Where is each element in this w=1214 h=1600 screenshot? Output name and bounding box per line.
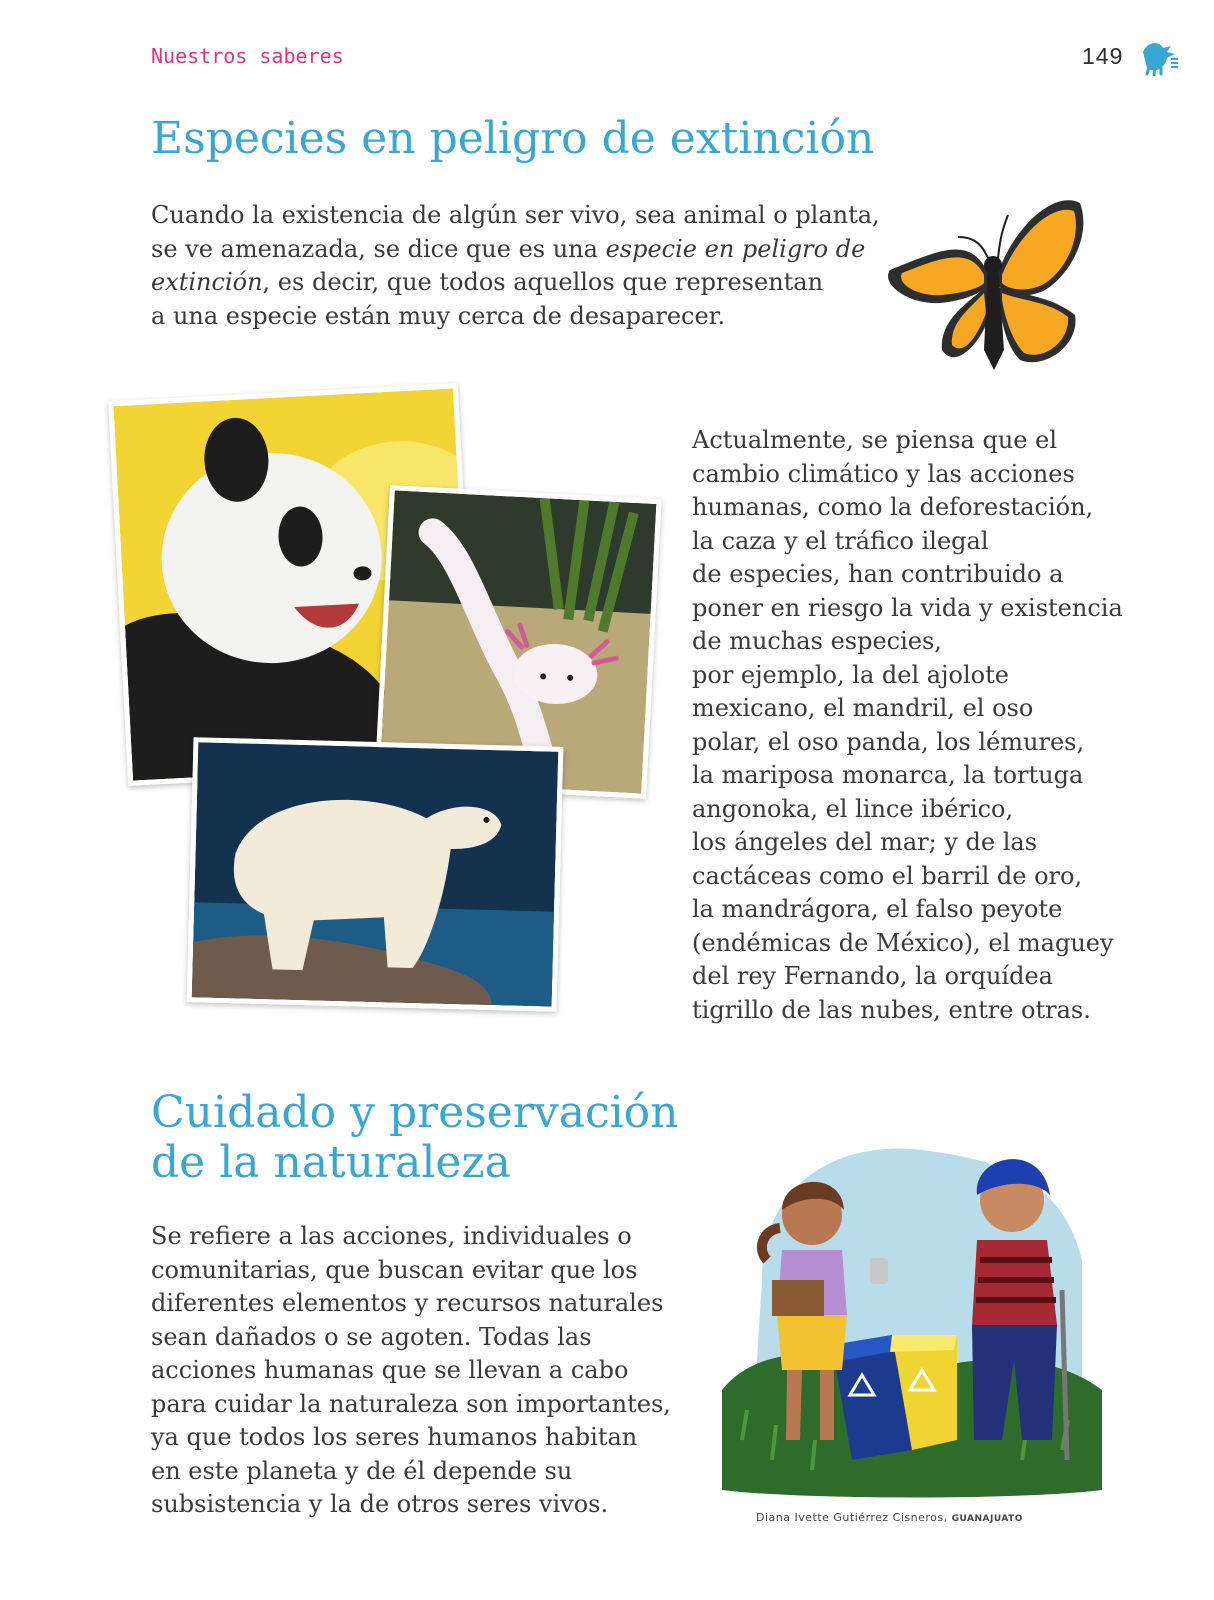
threats-line: Actualmente, se piensa que el: [692, 426, 1058, 454]
care-line: ya que todos los seres humanos habitan: [151, 1423, 638, 1451]
care-line: sean dañados o se agoten. Todas las: [151, 1322, 592, 1351]
threats-line: cactáceas como el barril de oro,: [692, 861, 1083, 890]
credit-place: GUANAJUATO: [951, 1514, 1023, 1524]
intro-line-2-text: se ve amenazada, se dice que es una: [151, 234, 606, 263]
threats-line: del rey Fernando, la orquídea: [692, 962, 1053, 990]
intro-line-2-emphasis: especie en peligro de: [605, 234, 866, 263]
threats-line: tigrillo de las nubes, entre otras.: [692, 995, 1091, 1024]
threats-line: angonoka, el lince ibérico,: [692, 794, 1014, 823]
intro-line-3: [151, 266, 911, 300]
threats-line: la mariposa monarca, la tortuga: [692, 761, 1084, 789]
section-title-care-line-2: de la naturaleza: [151, 1137, 511, 1188]
section-title-extinction: Especies en peligro de extinción: [151, 113, 875, 164]
section-title-care-line-1: Cuidado y preservación: [151, 1087, 679, 1138]
threats-line: poner en riesgo la vida y existencia: [692, 593, 1123, 622]
illustration-credit: [756, 1511, 1023, 1524]
threats-line: polar, el oso panda, los lémures,: [692, 727, 1085, 756]
threats-line: de especies, han contribuido a: [692, 560, 1064, 588]
care-line: para cuidar la naturaleza son importantes,: [151, 1389, 671, 1418]
children-recycling-illustration: [722, 1140, 1102, 1500]
care-line: comunitarias, que buscan evitar que los: [151, 1255, 638, 1284]
credit-name: Diana Ivette Gutiérrez Cisneros,: [756, 1511, 952, 1524]
polar-bear-photo: [187, 737, 564, 1012]
care-line: diferentes elementos y recursos naturales: [151, 1289, 664, 1317]
threats-line: cambio climático y las acciones: [692, 459, 1075, 488]
threats-line: (endémicas de México), el maguey: [692, 928, 1114, 957]
care-line: Se refiere a las acciones, individuales o: [151, 1222, 632, 1250]
hand-bird-icon: [1137, 38, 1179, 76]
care-line: en este planeta y de él depende su: [151, 1456, 573, 1485]
section-header: Nuestros saberes: [151, 44, 344, 68]
threats-line: mexicano, el mandril, el oso: [692, 694, 1034, 722]
intro-line-3-emphasis: extinción: [151, 268, 263, 296]
threats-paragraph: [692, 424, 1172, 1027]
intro-line-1: Cuando la existencia de algún ser vivo, sea animal o planta,: [151, 201, 880, 229]
care-paragraph: [151, 1220, 691, 1522]
intro-paragraph: [151, 199, 911, 333]
threats-line: de muchas especies,: [692, 627, 942, 655]
intro-line-2: [151, 233, 911, 267]
intro-line-3-text: , es decir, que todos aquellos que representan: [262, 268, 824, 296]
section-title-care: [151, 1088, 711, 1188]
threats-line: humanas, como la deforestación,: [692, 493, 1094, 521]
threats-line: los ángeles del mar; y de las: [692, 828, 1038, 856]
intro-line-4: a una especie están muy cerca de desaparecer.: [151, 301, 726, 330]
page-number: 149: [1082, 43, 1124, 69]
threats-line: por ejemplo, la del ajolote: [692, 660, 1009, 689]
care-line: acciones humanas que se llevan a cabo: [151, 1356, 629, 1384]
care-line: subsistencia y la de otros seres vivos.: [151, 1490, 609, 1518]
threats-line: la caza y el tráfico ilegal: [692, 526, 989, 555]
monarch-butterfly-illustration: [880, 195, 1100, 380]
threats-line: la mandrágora, el falso peyote: [692, 895, 1063, 923]
